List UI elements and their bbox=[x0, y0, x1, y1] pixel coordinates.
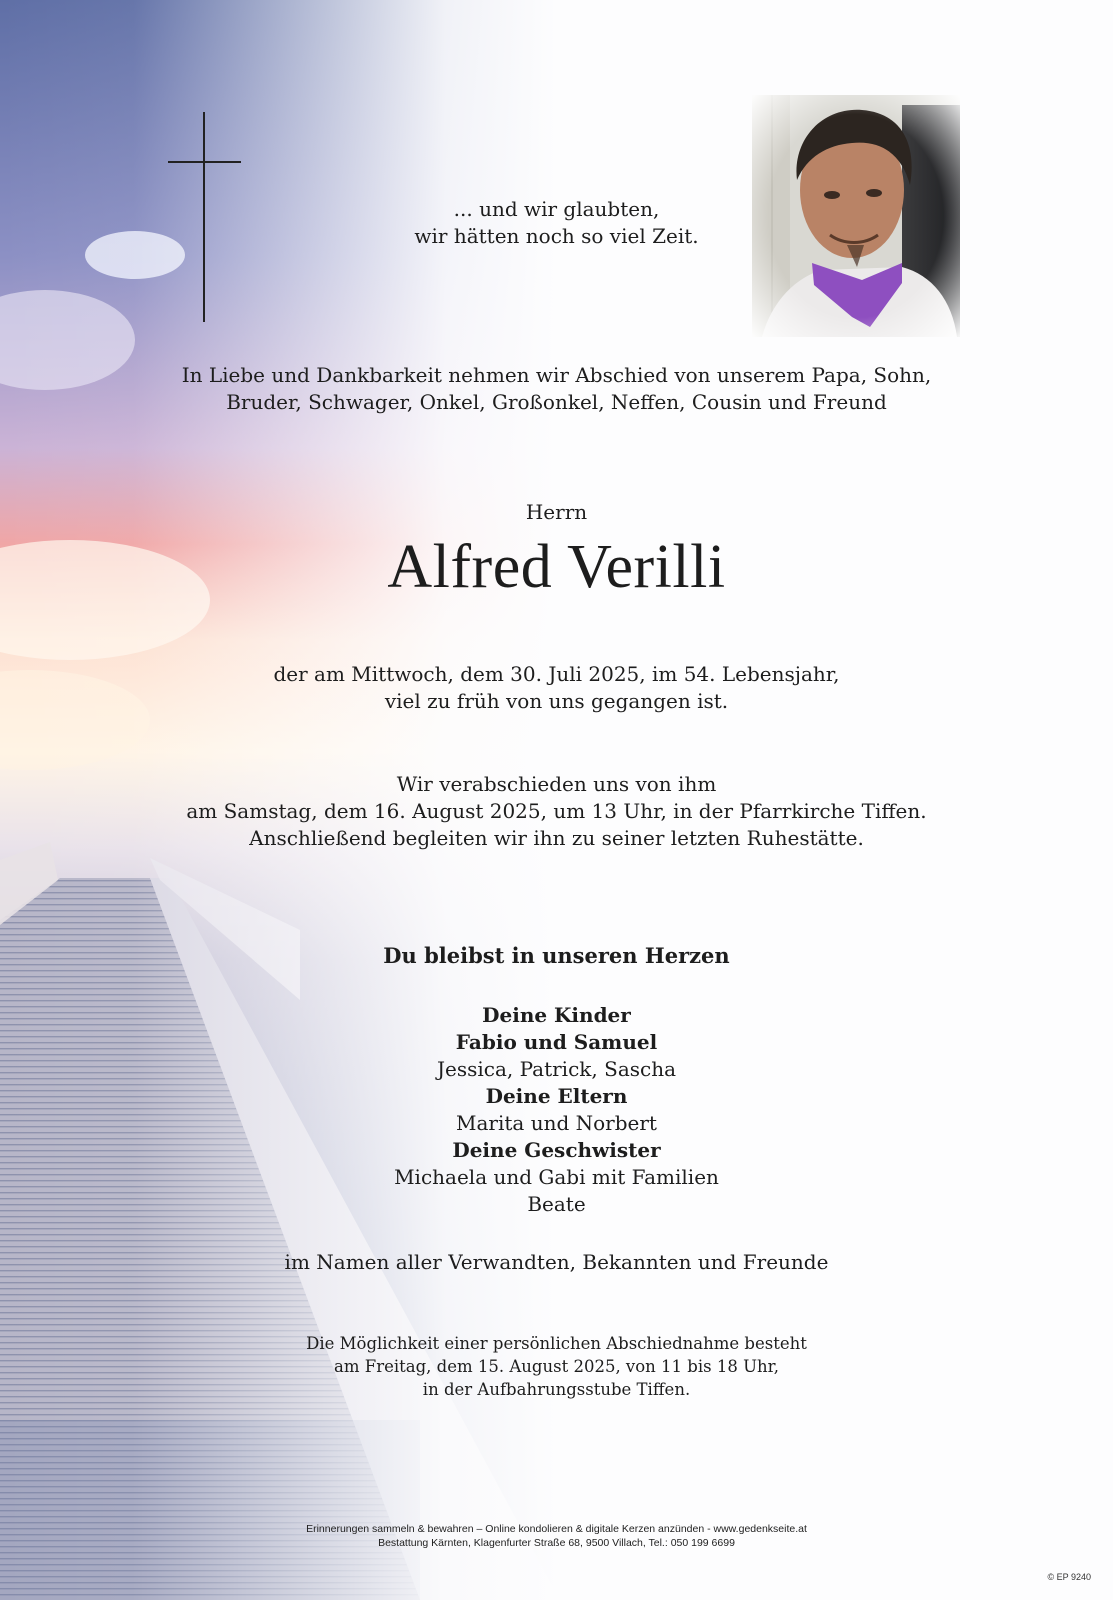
funeral-line: Wir verabschieden uns von ihm bbox=[396, 772, 717, 796]
salutation: Herrn bbox=[525, 500, 588, 524]
mourner-line: Jessica, Patrick, Sascha bbox=[436, 1057, 677, 1081]
quote-line: ... und wir glaubten, bbox=[453, 197, 660, 221]
footer-line: Bestattung Kärnten, Klagenfurter Straße 68, 9500 Villach, Tel.: 050 199 6699 bbox=[378, 1537, 735, 1549]
viewing-info bbox=[150, 1332, 963, 1401]
mourner-line: Fabio und Samuel bbox=[455, 1030, 658, 1054]
viewing-line: Die Möglichkeit einer persönlichen Abschiednahme besteht bbox=[306, 1334, 807, 1353]
motto: Du bleibst in unseren Herzen bbox=[383, 943, 730, 968]
opening-quote bbox=[150, 196, 963, 250]
copyright: © EP 9240 bbox=[1047, 1572, 1091, 1582]
intro-line: In Liebe und Dankbarkeit nehmen wir Abschied von unserem Papa, Sohn, bbox=[181, 363, 932, 387]
mourner-line: Marita und Norbert bbox=[456, 1111, 657, 1135]
mourner-line: Michaela und Gabi mit Familien bbox=[394, 1165, 719, 1189]
death-line: der am Mittwoch, dem 30. Juli 2025, im 54. Lebensjahr, bbox=[273, 662, 840, 686]
funeral-line: am Samstag, dem 16. August 2025, um 13 Uhr, in der Pfarrkirche Tiffen. bbox=[186, 799, 927, 823]
cross-icon-bar bbox=[168, 161, 241, 163]
death-line: viel zu früh von uns gegangen ist. bbox=[384, 689, 729, 713]
viewing-line: in der Aufbahrungsstube Tiffen. bbox=[422, 1380, 691, 1399]
death-notice bbox=[150, 661, 963, 715]
mourner-line: Deine Eltern bbox=[485, 1084, 628, 1108]
intro-line: Bruder, Schwager, Onkel, Großonkel, Neffen, Cousin und Freund bbox=[226, 390, 887, 414]
mourners-list bbox=[150, 1002, 963, 1218]
funeral-details bbox=[150, 771, 963, 852]
deceased-name: Alfred Verilli bbox=[387, 533, 726, 601]
intro-text bbox=[150, 362, 963, 416]
mourner-line: Deine Geschwister bbox=[452, 1138, 661, 1162]
mourner-line: Beate bbox=[527, 1192, 586, 1216]
mourner-line: Deine Kinder bbox=[482, 1003, 631, 1027]
funeral-line: Anschließend begleiten wir ihn zu seiner letzten Ruhestätte. bbox=[249, 826, 864, 850]
quote-line: wir hätten noch so viel Zeit. bbox=[414, 224, 699, 248]
footer bbox=[150, 1522, 963, 1550]
viewing-line: am Freitag, dem 15. August 2025, von 11 bis 18 Uhr, bbox=[334, 1357, 779, 1376]
footer-line: Erinnerungen sammeln & bewahren – Online kondolieren & digitale Kerzen anzünden - www.gedenkseite.at bbox=[306, 1523, 807, 1535]
closing-line: im Namen aller Verwandten, Bekannten und Freunde bbox=[284, 1250, 829, 1274]
